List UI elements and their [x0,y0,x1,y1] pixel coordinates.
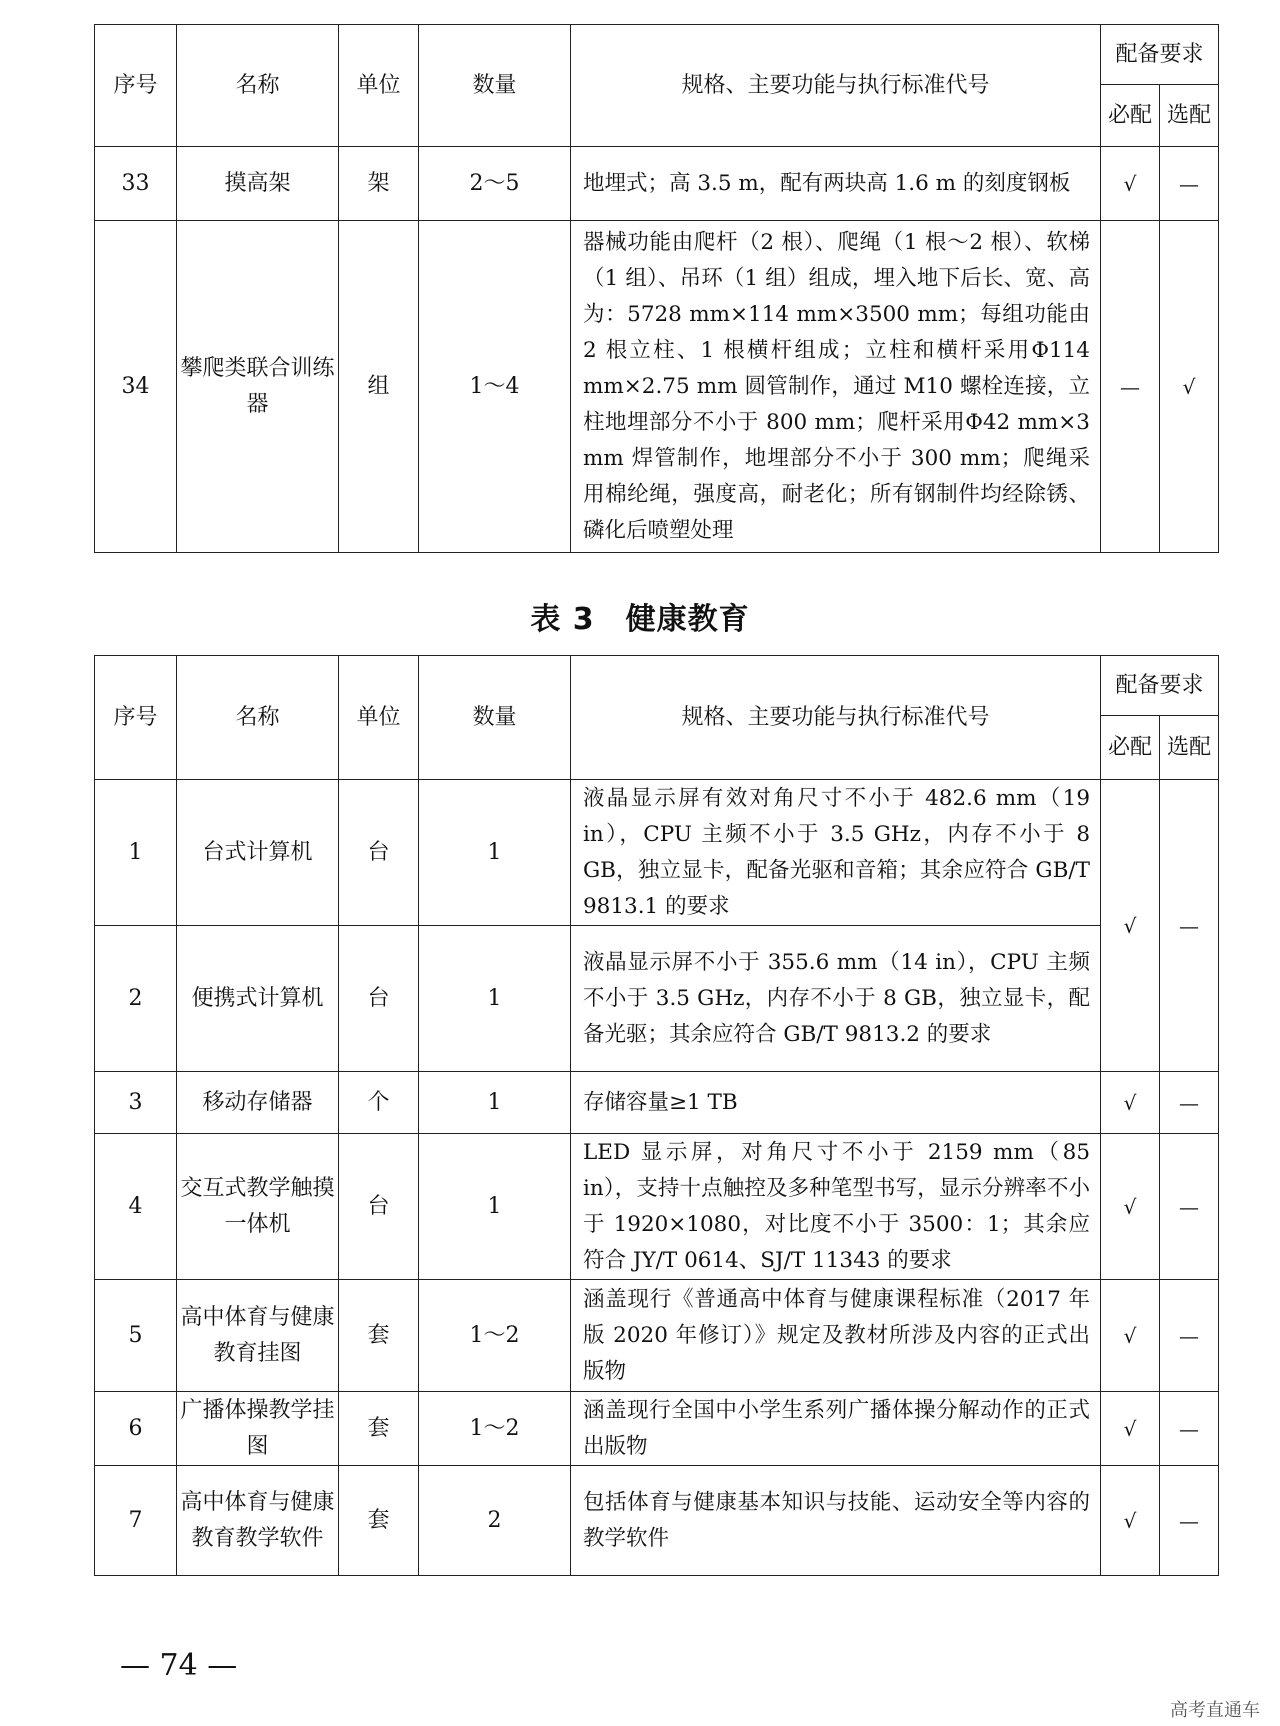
row-optional-mark: — [1160,1280,1219,1392]
row-unit: 台 [339,780,419,926]
row-name: 便携式计算机 [177,926,339,1072]
row-unit: 台 [339,1134,419,1280]
header-requirement: 配备要求 [1101,25,1219,85]
row-unit: 套 [339,1392,419,1466]
row-spec: 包括体育与健康基本知识与技能、运动安全等内容的教学软件 [571,1466,1101,1576]
watermark: 高考直通车 [1170,1700,1260,1721]
row-qty: 1～2 [419,1280,571,1392]
header-seq: 序号 [95,25,177,147]
row-required-mark: √ [1101,1280,1160,1392]
header-required: 必配 [1101,716,1160,780]
row-name: 攀爬类联合训练器 [177,221,339,553]
row-optional-mark: — [1160,1466,1219,1576]
table-row [95,221,1219,553]
row-qty: 1 [419,1072,571,1134]
row-seq: 1 [95,780,177,926]
table-row [95,1392,1219,1466]
row-optional-mark: — [1160,147,1219,221]
row-required-mark: √ [1101,1392,1160,1466]
table-row [95,1134,1219,1280]
row-optional-mark: — [1160,1072,1219,1134]
row-unit: 套 [339,1466,419,1576]
equipment-table-continued [94,24,1219,553]
header-spec: 规格、主要功能与执行标准代号 [571,656,1101,780]
table-row [95,780,1219,926]
row-required-mark: √ [1101,147,1160,221]
row-spec: 液晶显示屏不小于 355.6 mm（14 in），CPU 主频不小于 3.5 GHz，内存不小于 8 GB，独立显卡，配备光驱；其余应符合 GB/T 9813.2 的要求 [571,926,1101,1072]
row-seq: 5 [95,1280,177,1392]
table-3-title: 表 3 健康教育 [530,602,750,637]
row-required-mark: √ [1101,1134,1160,1280]
health-education-table [94,655,1219,1576]
row-name: 交互式教学触摸一体机 [177,1134,339,1280]
row-seq: 3 [95,1072,177,1134]
header-name: 名称 [177,25,339,147]
row-name: 台式计算机 [177,780,339,926]
row-qty: 1～4 [419,221,571,553]
table-row [95,1280,1219,1392]
row-required-mark: √ [1101,1072,1160,1134]
row-required-mark: √ [1101,1466,1160,1576]
row-spec: 存储容量≥1 TB [571,1072,1101,1134]
row-qty: 1 [419,780,571,926]
header-requirement: 配备要求 [1101,656,1219,716]
header-name: 名称 [177,656,339,780]
row-qty: 1 [419,1134,571,1280]
row-seq: 2 [95,926,177,1072]
header-optional: 选配 [1160,85,1219,147]
header-unit: 单位 [339,656,419,780]
row-spec: 地埋式；高 3.5 m，配有两块高 1.6 m 的刻度钢板 [571,147,1101,221]
header-seq: 序号 [95,656,177,780]
row-qty: 1～2 [419,1392,571,1466]
header-required: 必配 [1101,85,1160,147]
row-unit: 台 [339,926,419,1072]
row-optional-mark: — [1160,1134,1219,1280]
table-row [95,1072,1219,1134]
table-row [95,1466,1219,1576]
row-qty: 1 [419,926,571,1072]
row-qty: 2～5 [419,147,571,221]
row-name: 广播体操教学挂图 [177,1392,339,1466]
header-spec: 规格、主要功能与执行标准代号 [571,25,1101,147]
row-seq: 4 [95,1134,177,1280]
row-spec: LED 显示屏，对角尺寸不小于 2159 mm（85 in），支持十点触控及多种笔型书写，显示分辨率不小于 1920×1080，对比度不小于 3500：1；其余应符合 JY/T 0614、SJ/T 11343 的要求 [571,1134,1101,1280]
row-name: 移动存储器 [177,1072,339,1134]
row-unit: 个 [339,1072,419,1134]
row-unit: 组 [339,221,419,553]
header-qty: 数量 [419,25,571,147]
row-spec: 液晶显示屏有效对角尺寸不小于 482.6 mm（19 in），CPU 主频不小于 3.5 GHz，内存不小于 8 GB，独立显卡，配备光驱和音箱；其余应符合 GB/T 9813.1 的要求 [571,780,1101,926]
row-name: 摸高架 [177,147,339,221]
row-name: 高中体育与健康教育挂图 [177,1280,339,1392]
row-seq: 34 [95,221,177,553]
header-unit: 单位 [339,25,419,147]
table-row [95,147,1219,221]
row-name: 高中体育与健康教育教学软件 [177,1466,339,1576]
row-spec: 涵盖现行《普通高中体育与健康课程标准（2017 年版 2020 年修订）》规定及教材所涉及内容的正式出版物 [571,1280,1101,1392]
row-optional-mark: √ [1160,221,1219,553]
header-qty: 数量 [419,656,571,780]
header-optional: 选配 [1160,716,1219,780]
row-seq: 33 [95,147,177,221]
row-required-mark: — [1101,221,1160,553]
row-spec: 涵盖现行全国中小学生系列广播体操分解动作的正式出版物 [571,1392,1101,1466]
row-spec: 器械功能由爬杆（2 根）、爬绳（1 根～2 根）、软梯（1 组）、吊环（1 组）组成，埋入地下后长、宽、高为：5728 mm×114 mm×3500 mm；每组功能由 2 根立柱、1 根横杆组成；立柱和横杆采用Φ114 mm×2.75 mm 圆管制作，通过 M10 螺栓连接，立柱地埋部分不小于 800 mm；爬杆采用Φ42 mm×3 mm 焊管制作，地埋部分不小于 300 mm；爬绳采用棉纶绳，强度高，耐老化；所有钢制件均经除锈、磷化后喷塑处理 [571,221,1101,553]
page-number: — 74 — [120,1648,238,1683]
row-optional-mark: — [1160,780,1219,1072]
row-seq: 6 [95,1392,177,1466]
row-unit: 架 [339,147,419,221]
row-unit: 套 [339,1280,419,1392]
row-required-mark: √ [1101,780,1160,1072]
table-row [95,926,1219,1072]
row-seq: 7 [95,1466,177,1576]
row-qty: 2 [419,1466,571,1576]
row-optional-mark: — [1160,1392,1219,1466]
